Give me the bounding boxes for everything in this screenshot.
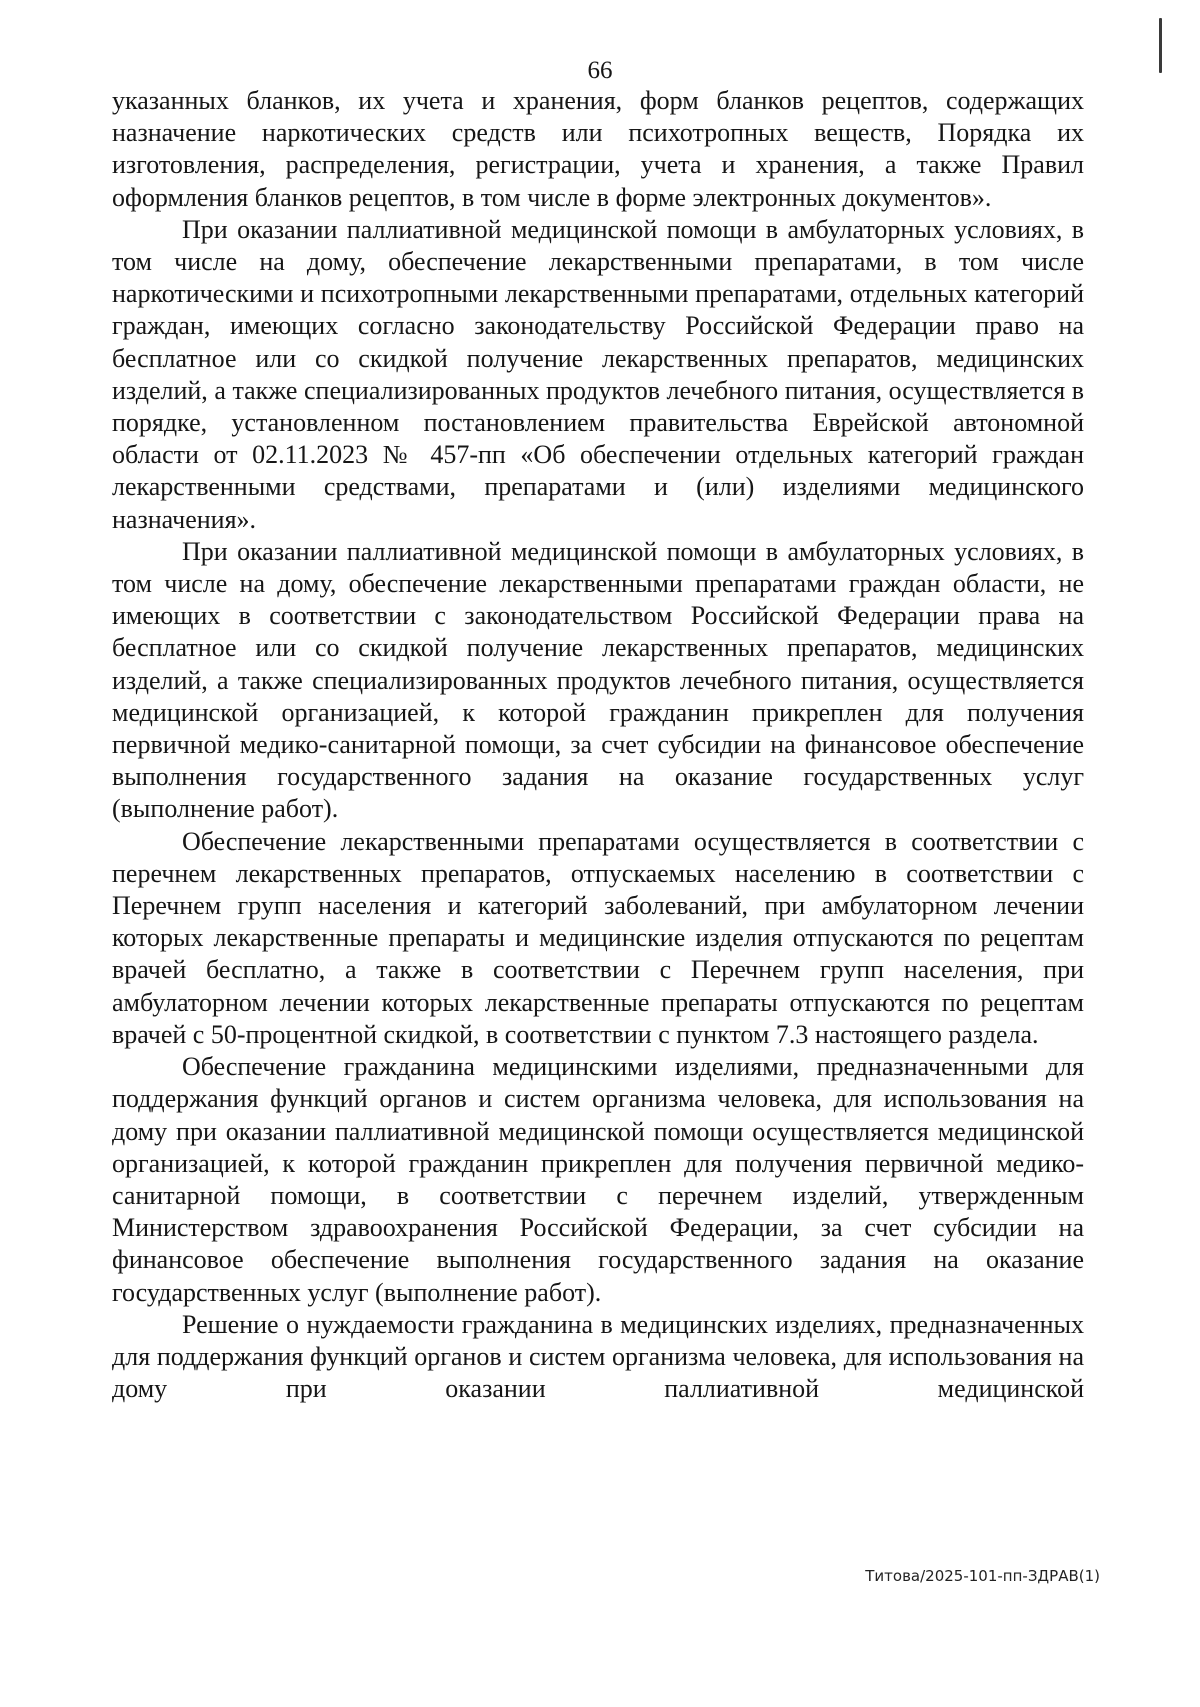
paragraph-medical-devices: Обеспечение гражданина медицинскими изделиями, предназначенными для поддержания функций органов и систем организма человека, для использования на дому при оказании паллиативной медицинской помощи осуществляется медицинской организацией, к которой гражданин прикреплен для получения первичной медико-санитарной помощи, в соответствии с перечнем изделий, утвержденным Министерством здравоохранения Российской Федерации, за счет субсидии на финансовое обеспечение выполнения государственного задания на оказание государственных услуг (выполнение работ).: [112, 1052, 1084, 1307]
paragraph-continuation: указанных бланков, их учета и хранения, форм бланков рецептов, содержащих назначение наркотических средств или психотропных веществ, Порядка их изготовления, распределения, регистрации, учета и хранения, а также Правил оформления бланков рецептов, в том числе в форме электронных документов».: [112, 86, 1084, 212]
paragraph-palliative-nonprivileged: При оказании паллиативной медицинской помощи в амбулаторных условиях, в том числе на дому, обеспечение лекарственными препаратами граждан области, не имеющих в соответствии с законодательством Российской Федерации права на бесплатное или со скидкой получение лекарственных препаратов, медицинских изделий, а также специализированных продуктов лечебного питания, осуществляется медицинской организацией, к которой гражданин прикреплен для получения первичной медико-санитарной помощи, за счет субсидии на финансовое обеспечение выполнения государственного задания на оказание государственных услуг (выполнение работ).: [112, 536, 1084, 824]
paragraph-palliative-privileged: При оказании паллиативной медицинской помощи в амбулаторных условиях, в том числе на дому, обеспечение лекарственными препаратами, в том числе наркотическими и психотропными лекарственными препаратами, отдельных категорий граждан, имеющих согласно законодательству Российской Федерации право на бесплатное или со скидкой получение лекарственных препаратов, медицинских изделий, а также специализированных продуктов лечебного питания, осуществляется в порядке, установленном постановлением правительства Еврейской автономной области от 02.11.2023 № 457-пп «Об обеспечении отдельных категорий граждан лекарственными средствами, препаратами и (или) изделиями медицинского назначения».: [112, 214, 1084, 534]
paragraph-device-need-decision: Решение о нуждаемости гражданина в медицинских изделиях, предназначенных для поддержания функций органов и систем организма человека, для использования на дому при оказании паллиативной медицинской: [112, 1309, 1084, 1404]
paragraph-drug-provision-lists: Обеспечение лекарственными препаратами осуществляется в соответствии с перечнем лекарственных препаратов, отпускаемых населению в соответствии с Перечнем групп населения и категорий заболеваний, при амбулаторном лечении которых лекарственные препараты и медицинские изделия отпускаются по рецептам врачей бесплатно, а также в соответствии с Перечнем групп населения, при амбулаторном лечении которых лекарственные препараты отпускаются по рецептам врачей с 50-процентной скидкой, в соответствии с пунктом 7.3 настоящего раздела.: [112, 826, 1084, 1049]
document-footer-code: Титова/2025-101-пп-ЗДРАВ(1): [865, 1567, 1100, 1585]
document-body: [112, 85, 1084, 1405]
page-number: 66: [587, 57, 613, 84]
